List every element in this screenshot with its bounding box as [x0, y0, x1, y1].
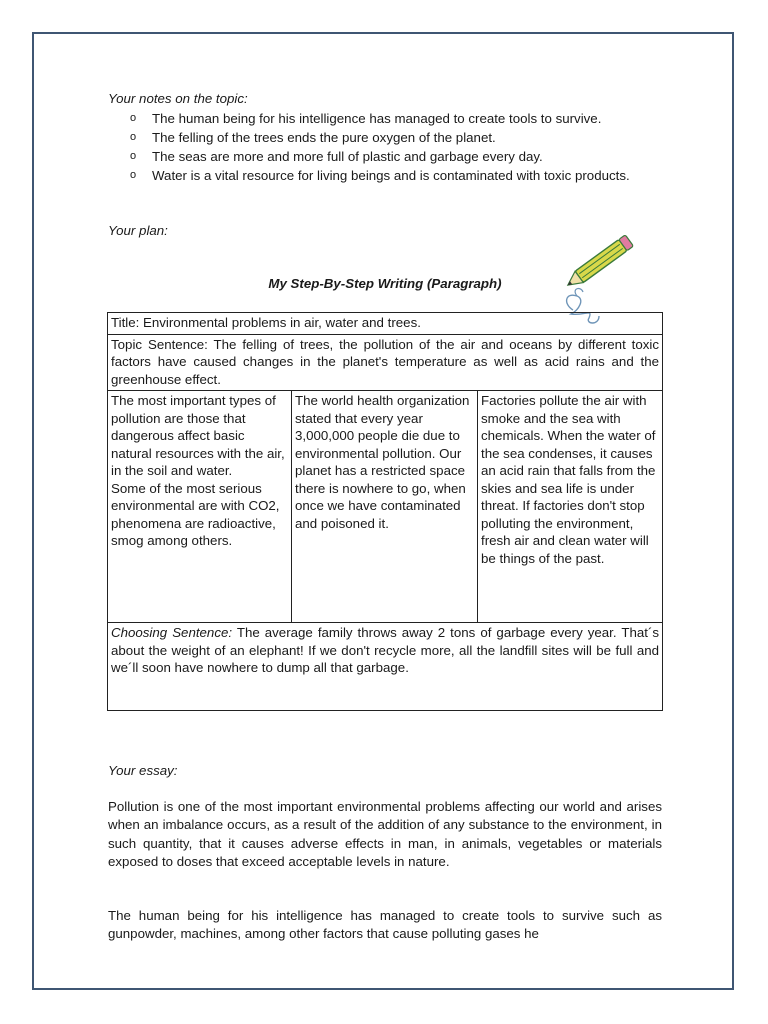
sheet-title: My Step-By-Step Writing (Paragraph) — [268, 276, 502, 291]
table-row — [108, 623, 663, 711]
table-row — [108, 313, 663, 335]
closing-text: The average family throws away 2 tons of garbage every year. That´s about the weight of an elephant! If we don't recycle more, all the landfill sites will be full and we´ll soon have nowhere to dump all that garbage. — [111, 625, 660, 675]
bullet-icon: o — [130, 112, 137, 124]
essay-paragraph-2: The human being for his intelligence has managed to create tools to survive such as gunpowder, machines, among other factors that cause polluting gases he — [108, 908, 662, 942]
closing-label: Choosing Sentence: — [111, 625, 233, 640]
bullet-icon: o — [130, 150, 137, 162]
supporting-cell-3: Factories pollute the air with smoke and the sea with chemicals. When the water of the sea condenses, it causes an acid rain that falls from the skies and sea life is under threat. If factories don't stop polluting the environment, fresh air and clean water will be things of the past. — [478, 391, 663, 623]
note-text: The human being for his intelligence has managed to create tools to survive. — [152, 111, 602, 126]
list-item — [108, 166, 662, 185]
notes-heading: Your notes on the topic: — [108, 91, 248, 106]
bullet-icon: o — [130, 169, 137, 181]
closing-sentence-cell — [108, 623, 663, 711]
essay-heading: Your essay: — [108, 763, 178, 778]
topic-sentence-cell: Topic Sentence: The felling of trees, the pollution of the air and oceans by different toxic factors have caused changes in the planet's temperature as well as acid rains and the greenhouse effect. — [108, 334, 663, 391]
notes-list — [108, 109, 662, 185]
list-item — [108, 147, 662, 166]
bullet-icon: o — [130, 131, 137, 143]
note-text: Water is a vital resource for living beings and is contaminated with toxic products. — [152, 168, 630, 183]
plan-table — [107, 312, 663, 711]
supporting-cell-1: The most important types of pollution are those that dangerous affect basic natural resources with the air, in the soil and water. Some of the most serious environmental are with CO2, phenomena are radioactive, smog among others. — [108, 391, 292, 623]
supporting-cell-2: The world health organization stated that every year 3,000,000 people die due to environmental pollution. Our planet has a restricted space there is nowhere to go, when once we have contaminated and poisoned it. — [292, 391, 478, 623]
table-row — [108, 334, 663, 391]
essay-paragraph-1: Pollution is one of the most important environmental problems affecting our world and arises when an imbalance occurs, as a result of the addition of any substance to the environment, in such quantity, that it causes adverse effects in man, in animals, vegetables or materials exposed to doses that exceed acceptable levels in nature. — [108, 799, 662, 869]
list-item — [108, 128, 662, 147]
list-item — [108, 109, 662, 128]
title-cell: Title: Environmental problems in air, water and trees. — [108, 313, 663, 335]
plan-heading: Your plan: — [108, 223, 168, 238]
note-text: The seas are more and more full of plastic and garbage every day. — [152, 149, 543, 164]
table-row — [108, 391, 663, 623]
note-text: The felling of the trees ends the pure oxygen of the planet. — [152, 130, 496, 145]
